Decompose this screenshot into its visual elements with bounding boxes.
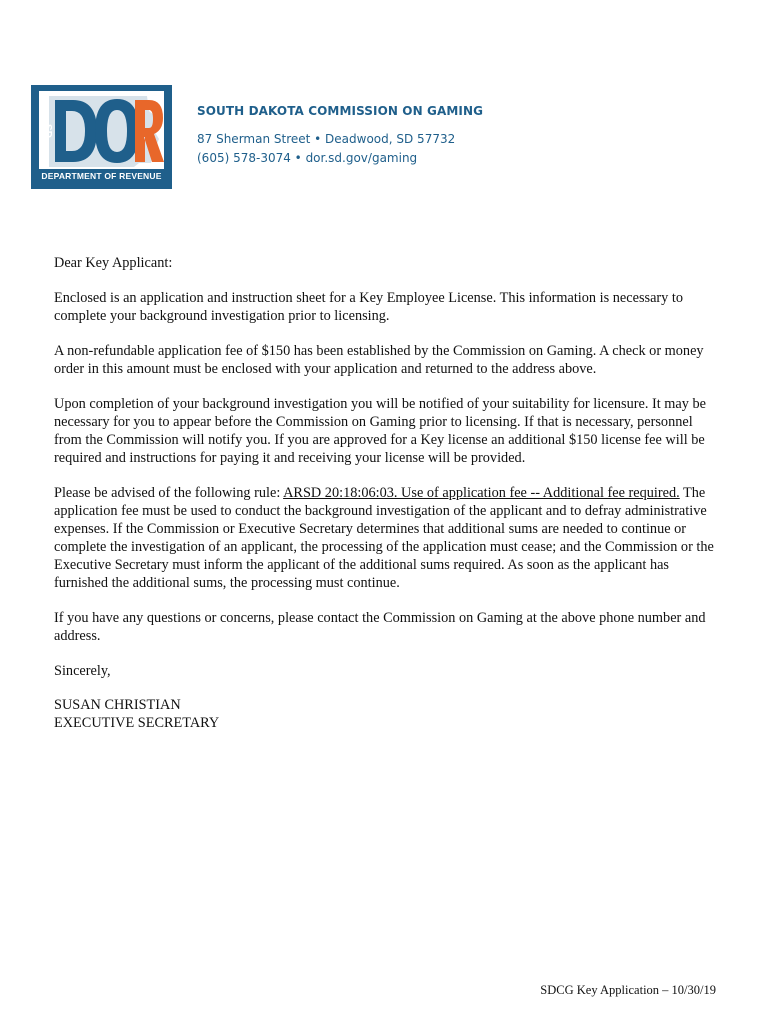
rule-intro: Please be advised of the following rule: — [54, 485, 284, 501]
logo-caption: DEPARTMENT OF REVENUE — [41, 171, 162, 181]
paragraph-fee: A non-refundable application fee of $150 has been established by the Commission on Gaming. A check or money order in this amount must be enclosed with your application and returned to the address above. — [54, 343, 704, 377]
letterhead — [197, 104, 483, 165]
org-address: 87 Sherman Street • Deadwood, SD 57732 — [197, 132, 456, 146]
signer-title: EXECUTIVE SECRETARY — [54, 715, 220, 731]
signer-name: SUSAN CHRISTIAN — [54, 697, 181, 713]
paragraph-contact: If you have any questions or concerns, please contact the Commission on Gaming at the above phone number and address. — [54, 610, 706, 644]
letter-r — [135, 100, 164, 162]
closing: Sincerely, — [54, 663, 111, 679]
logo-mark-area — [39, 91, 164, 169]
rule-citation: ARSD 20:18:06:03. Use of application fee -- Additional fee required. — [283, 485, 680, 501]
org-contact: (605) 578-3074 • dor.sd.gov/gaming — [197, 151, 418, 165]
rule-text: The application fee must be used to conduct the background investigation of the applicant and to defray administrative expenses. If the Commission or Executive Secretary determines that additional sums are needed to continue or complete the investigation of an applicant, the processing of the application must cease; and the Commission or the Executive Secretary must inform the applicant of the additional sums required. As soon as the applicant has furnished the additional sums, the processing must continue. — [54, 485, 714, 591]
dor-logo-mark — [39, 91, 164, 169]
dor-logo — [31, 85, 172, 189]
org-name: SOUTH DAKOTA COMMISSION ON GAMING — [197, 104, 484, 118]
paragraph-investigation: Upon completion of your background investigation you will be notified of your suitability for licensure. It may be necessary for you to appear before the Commission on Gaming prior to licensing. If that is necessary, personnel from the Commission will notify you. If you are approved for a Key license an additional $150 license fee will be required and instructions for paying it and receiving your license will be provided. — [54, 396, 706, 466]
salutation: Dear Key Applicant: — [54, 255, 173, 271]
paragraph-enclosed: Enclosed is an application and instruction sheet for a Key Employee License. This information is necessary to complete your background investigation prior to licensing. — [54, 290, 684, 324]
state-abbr-text: SD — [42, 124, 53, 138]
paragraph-rule — [54, 484, 714, 592]
footer-label: SDCG Key Application – 10/30/19 — [540, 983, 716, 997]
letter-body — [54, 254, 714, 732]
